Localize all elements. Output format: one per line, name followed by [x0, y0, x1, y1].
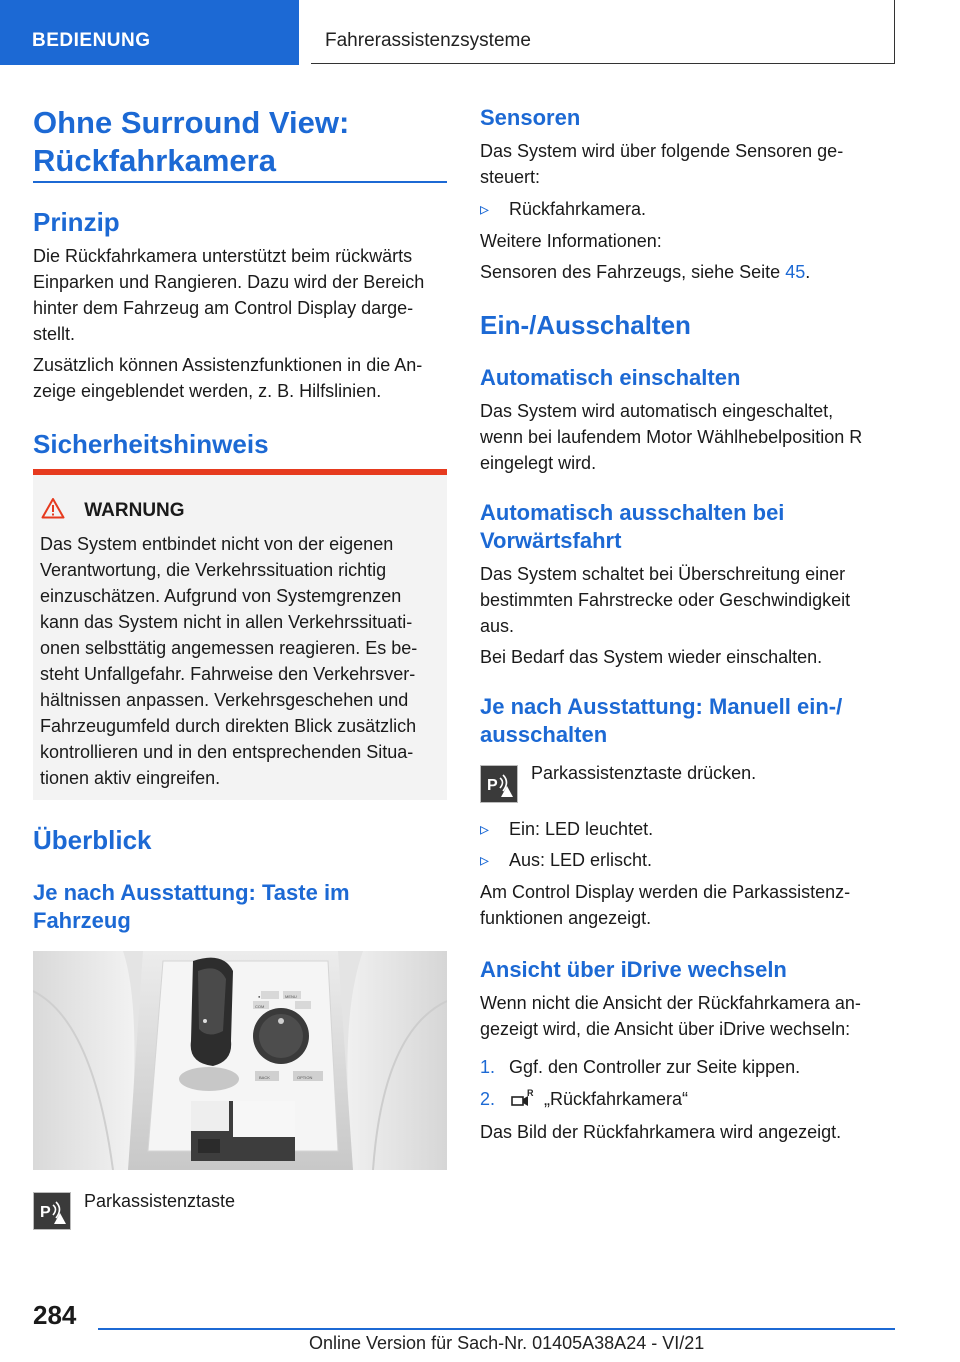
- svg-text:P: P: [487, 777, 498, 794]
- text-line: hinter dem Fahrzeug am Control Display darge-: [33, 298, 414, 318]
- heading-sensoren: Sensoren: [480, 105, 581, 130]
- text-line: Am Control Display werden die Parkassistenz-: [480, 882, 851, 902]
- step-text: „Rückfahrkamera“: [544, 1089, 689, 1109]
- warning-text: [40, 531, 443, 791]
- page-number: 284: [33, 1300, 77, 1330]
- list-item-text: Rückfahrkamera.: [509, 199, 647, 219]
- footer-divider: [98, 1328, 895, 1330]
- photo-caption: Parkassistenztaste: [84, 1191, 236, 1211]
- title-divider: [33, 181, 447, 183]
- option-button-label: OPTION: [297, 1075, 313, 1080]
- list-item: [480, 847, 900, 873]
- step-item: [480, 1054, 900, 1080]
- heading-line: Je nach Ausstattung: Taste im: [33, 880, 350, 905]
- warning-header: [41, 497, 185, 525]
- triangle-bullet-icon: ▹: [480, 199, 490, 219]
- text-bei-bedarf: Bei Bedarf das System wieder einschalten.: [480, 647, 823, 667]
- menu-button-label: MENU: [285, 994, 297, 999]
- triangle-bullet-icon: ▹: [480, 850, 490, 870]
- heading-line: Je nach Ausstattung: Manuell ein-/: [480, 694, 843, 719]
- heading-ein-ausschalten: Ein-/Ausschalten: [480, 310, 691, 340]
- heading-sicherheitshinweis: Sicherheitshinweis: [33, 429, 269, 459]
- heading-line: Fahrzeug: [33, 908, 131, 933]
- heading-line: Automatisch ausschalten bei: [480, 500, 785, 525]
- footer-text: Online Version für Sach-Nr. 01405A38A24 - VI/21: [309, 1333, 705, 1353]
- text-line: einzuschätzen. Aufgrund von Systemgrenzen: [40, 586, 402, 606]
- text-line: Zusätzlich können Assistenzfunktionen in die An-: [33, 355, 423, 375]
- warning-triangle-icon: [41, 497, 71, 525]
- page-title: [33, 104, 349, 180]
- text-line: Das System schaltet bei Überschreitung einer: [480, 564, 846, 584]
- warning-bar: [33, 469, 447, 475]
- paragraph-idrive: [480, 990, 910, 1042]
- heading-manuell-ein-ausschalten: [480, 693, 842, 749]
- heading-prinzip: Prinzip: [33, 207, 120, 237]
- park-assist-button-icon: [33, 1192, 71, 1230]
- paragraph-zusatz: [33, 352, 453, 404]
- heading-taste-im-fahrzeug: [33, 879, 350, 935]
- text-weitere-informationen: Weitere Informationen:: [480, 231, 662, 251]
- text-line: Einparken und Rangieren. Dazu wird der Bereich: [33, 272, 425, 292]
- step-text: Ggf. den Controller zur Seite kippen.: [509, 1057, 801, 1077]
- text-line: hältnissen anpassen. Verkehrsgeschehen und: [40, 690, 409, 710]
- paragraph-automatisch-einschalten: [480, 398, 910, 476]
- center-console-photo: [33, 951, 447, 1170]
- text-line: Das System wird automatisch eingeschaltet,: [480, 401, 834, 421]
- text-line: Die Rückfahrkamera unterstützt beim rückwärts: [33, 246, 413, 266]
- section-tab: [0, 0, 299, 65]
- heading-ansicht-idrive: Ansicht über iDrive wechseln: [480, 957, 787, 982]
- svg-text:R: R: [527, 1088, 534, 1098]
- text-line: steht Unfallgefahr. Fahrweise den Verkehrsver-: [40, 664, 416, 684]
- text-line: kann das System nicht in allen Verkehrssituati-: [40, 612, 413, 632]
- heading-line: ausschalten: [480, 722, 608, 747]
- svg-text:P: P: [40, 1204, 51, 1221]
- heading-automatisch-einschalten: Automatisch einschalten: [480, 365, 741, 390]
- cross-reference-text: Sensoren des Fahrzeugs, siehe Seite: [480, 262, 786, 282]
- text-line: Fahrzeugumfeld durch direkten Blick zusätzlich: [40, 716, 417, 736]
- text-line: stellt.: [33, 324, 76, 344]
- paragraph-automatisch-ausschalten: [480, 561, 910, 639]
- text-line: gezeigt wird, die Ansicht über iDrive wechseln:: [480, 1019, 851, 1039]
- cross-reference: [480, 259, 810, 285]
- page-title-line-2: Rückfahrkamera: [33, 143, 276, 178]
- chapter-tab: [311, 0, 895, 64]
- text-line: Verantwortung, die Verkehrssituation richtig: [40, 560, 387, 580]
- text-taste-druecken: Parkassistenztaste drücken.: [531, 763, 757, 783]
- warning-box: [33, 469, 447, 800]
- text-line: Das System entbindet nicht von der eigenen: [40, 534, 394, 554]
- section-label: BEDIENUNG: [32, 30, 151, 51]
- text-line: eingelegt wird.: [480, 453, 597, 473]
- warning-label: WARNUNG: [84, 500, 185, 522]
- heading-line: Vorwärtsfahrt: [480, 528, 622, 553]
- text-line: bestimmten Fahrstrecke oder Geschwindigkeit: [480, 590, 851, 610]
- heading-automatisch-ausschalten: [480, 499, 784, 555]
- paragraph-prinzip: [33, 243, 453, 347]
- heading-ueberblick: Überblick: [33, 825, 152, 855]
- step-item: [480, 1086, 900, 1112]
- cross-reference-end: .: [805, 262, 811, 282]
- page-title-line-1: Ohne Surround View:: [33, 105, 350, 140]
- paragraph-control-display: [480, 879, 910, 931]
- text-line: steuert:: [480, 167, 541, 187]
- back-button-label: BACK: [259, 1075, 270, 1080]
- text-line: funktionen angezeigt.: [480, 908, 652, 928]
- text-line: onen selbsttätig angemessen reagieren. Es be-: [40, 638, 418, 658]
- text-line: tionen aktiv eingreifen.: [40, 768, 221, 788]
- list-item: [480, 196, 900, 222]
- rear-camera-icon: [509, 1087, 539, 1118]
- triangle-bullet-icon: ▹: [480, 819, 490, 839]
- list-item-text: Aus: LED erlischt.: [509, 850, 653, 870]
- text-line: Wenn nicht die Ansicht der Rückfahrkamera an-: [480, 993, 861, 1013]
- text-line: Das System wird über folgende Sensoren ge-: [480, 141, 844, 161]
- text-line: kontrollieren und in den entsprechenden Situa-: [40, 742, 414, 762]
- park-assist-button-icon: [480, 765, 518, 803]
- page-link-45[interactable]: 45: [785, 262, 806, 282]
- text-bild-angezeigt: Das Bild der Rückfahrkamera wird angezeigt.: [480, 1122, 842, 1142]
- media-button-label: ●: [258, 994, 261, 999]
- text-line: zeige eingeblendet werden, z. B. Hilfslinien.: [33, 381, 382, 401]
- list-item: [480, 816, 900, 842]
- text-line: aus.: [480, 616, 515, 636]
- list-item-text: Ein: LED leuchtet.: [509, 819, 654, 839]
- com-button-label: COM: [255, 1004, 265, 1009]
- step-number: 2.: [480, 1089, 496, 1109]
- chapter-label: Fahrerassistenzsysteme: [325, 30, 531, 51]
- step-number: 1.: [480, 1057, 496, 1077]
- paragraph-sensoren: [480, 138, 910, 190]
- text-line: wenn bei laufendem Motor Wählhebelposition R: [480, 427, 863, 447]
